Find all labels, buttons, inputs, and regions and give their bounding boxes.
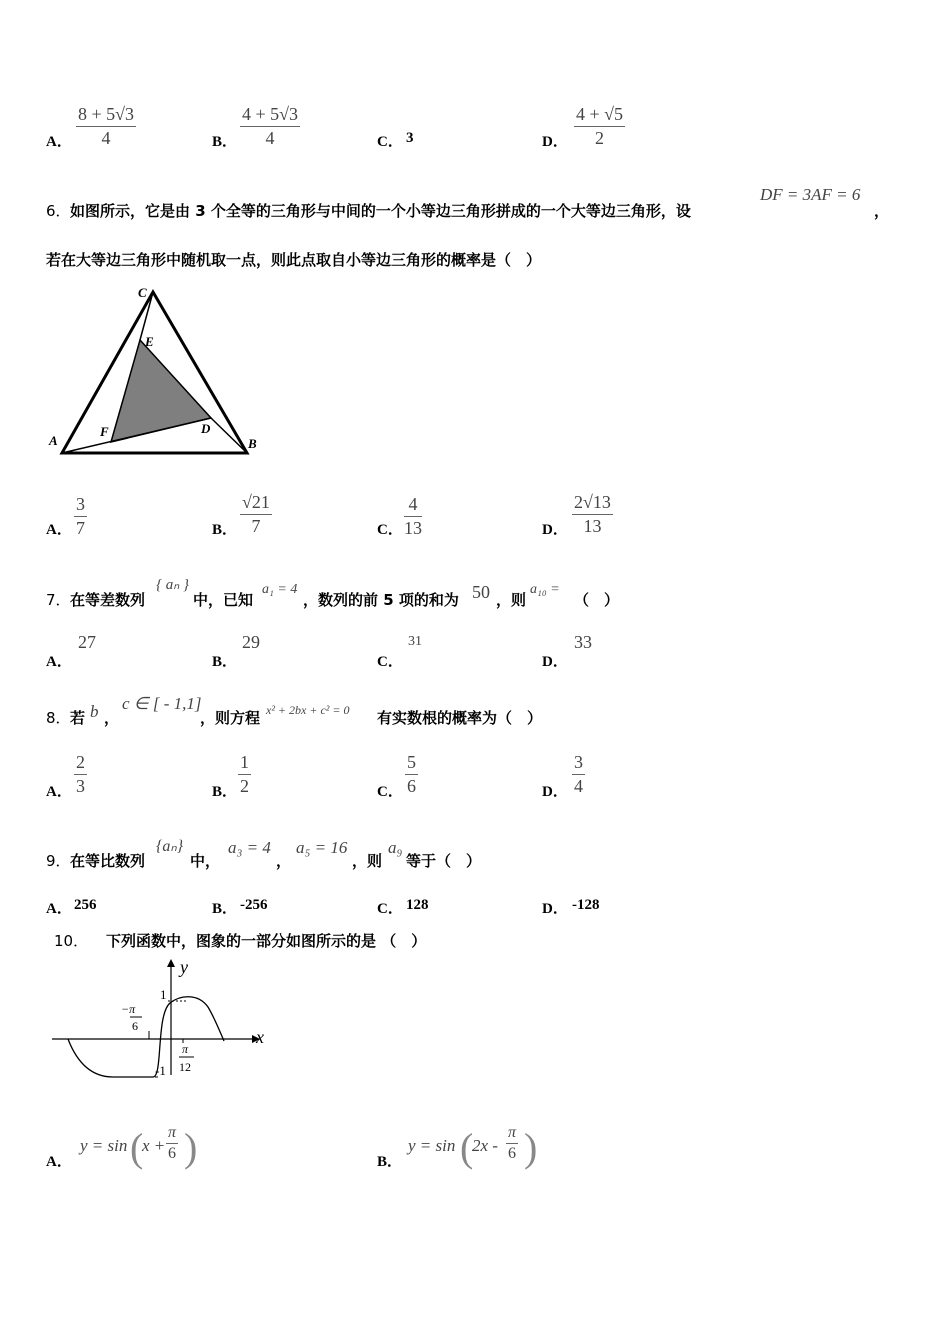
q9-option-c-label[interactable]: C． [377, 901, 403, 917]
q8-option-c-label[interactable]: C． [377, 784, 403, 800]
q9-condition-2: a₅ = 16 [296, 838, 348, 857]
q10-option-a-rparen: ) [184, 1125, 198, 1170]
q7-option-a-label[interactable]: A． [46, 654, 72, 670]
q5-option-c-label[interactable]: C． [377, 134, 403, 150]
q9-text-4: ，则 [352, 852, 383, 870]
q6-comma: ， [874, 202, 890, 220]
q7-option-b-value: 29 [242, 632, 260, 652]
q9-option-c-value: 128 [406, 897, 429, 913]
q10-option-a-den: 6 [168, 1145, 176, 1162]
q8-option-b-num: 1 [240, 752, 249, 772]
q7-text-1: 在等差数列 [70, 591, 146, 609]
q6-option-b-num: √21 [242, 492, 270, 512]
q8-option-b-fraction [238, 752, 251, 797]
q6-label-b: B [248, 436, 257, 451]
q8-option-a-label[interactable]: A． [46, 784, 72, 800]
q6-option-d-den: 13 [583, 516, 602, 536]
q6-option-c-num: 4 [408, 494, 418, 514]
q10-text: 下列函数中，图象的一部分如图所示的是 （ ） [106, 932, 427, 950]
q10-number: 10． [54, 932, 89, 950]
q10-pi-label: π [182, 1042, 189, 1056]
q7-option-c-value: 31 [408, 634, 422, 649]
q8-option-c-fraction [405, 752, 418, 797]
q7-number: 7． [46, 591, 71, 609]
q5-option-b-fraction [240, 104, 300, 149]
q8-option-d-fraction [572, 752, 585, 797]
q8-option-c-den: 6 [407, 776, 416, 796]
q9-option-d-label[interactable]: D． [542, 901, 568, 917]
q10-option-a-pre: y = sin [80, 1136, 128, 1155]
q6-label-f: F [100, 424, 109, 439]
q7-text-3: ，数列的前 5 项的和为 [303, 591, 459, 609]
q5-option-c-value: 3 [406, 130, 414, 146]
q9-option-a-label[interactable]: A． [46, 901, 72, 917]
q9-option-b-value: -256 [240, 897, 268, 913]
q6-label-e: E [145, 334, 154, 349]
q8-option-a-num: 2 [76, 752, 85, 772]
q7-option-d-value: 33 [574, 632, 592, 652]
q5-option-d-num: 4 + √5 [576, 104, 624, 124]
q10-option-a-fraction [166, 1124, 178, 1163]
q6-option-b-den: 7 [251, 516, 261, 536]
q10-option-b-pre: y = sin [408, 1136, 456, 1155]
q7-option-b-label[interactable]: B． [212, 654, 238, 670]
q7-option-d-label[interactable]: D． [542, 654, 568, 670]
q5-option-d-fraction [574, 104, 625, 149]
q6-option-c-fraction [404, 494, 422, 539]
q10-option-b-num: π [508, 1124, 517, 1141]
q5-option-b-den: 4 [265, 128, 275, 148]
q7-sum: 50 [472, 582, 490, 602]
q10-option-a-label[interactable]: A． [46, 1154, 72, 1170]
q7-text-2: 中，已知 [193, 591, 254, 609]
q6-option-b-fraction [240, 492, 272, 537]
q9-number: 9． [46, 852, 71, 870]
q8-text-1: 若 [70, 709, 86, 727]
q9-text-5: 等于（ ） [406, 852, 482, 870]
q10-neg-pi-label: −π [121, 1002, 136, 1016]
q10-twelve-label: 12 [179, 1060, 191, 1074]
q6-option-a-fraction [74, 494, 87, 539]
q6-option-c-den: 13 [404, 518, 422, 538]
q8-option-c-num: 5 [407, 752, 416, 772]
q9-option-a-value: 256 [74, 897, 97, 913]
q6-label-c: C [138, 285, 147, 300]
q7-condition: a₁ = 4 [262, 582, 298, 597]
q6-text-line1: 如图所示，它是由 3 个全等的三角形与中间的一个小等边三角形拼成的一个大等边三角形，设 [70, 202, 691, 220]
q10-option-b-label[interactable]: B． [377, 1154, 403, 1170]
q8-option-a-den: 3 [76, 776, 85, 796]
q9-text-2: 中， [190, 852, 221, 870]
q8-range: c ∈ [ - 1,1] [122, 694, 202, 713]
q8-option-d-label[interactable]: D． [542, 784, 568, 800]
q5-option-a-den: 4 [101, 128, 111, 148]
q10-option-a-lparen: ( [130, 1125, 144, 1170]
q7-text-5: （ ） [574, 591, 620, 609]
q8-option-b-label[interactable]: B． [212, 784, 238, 800]
q6-number: 6． [46, 202, 71, 220]
q9-condition-1: a₃ = 4 [228, 838, 271, 857]
q10-option-b-lparen: ( [460, 1125, 474, 1170]
q6-option-d-fraction [572, 492, 613, 537]
q8-number: 8． [46, 709, 71, 727]
q6-label-a: A [49, 433, 58, 448]
q8-option-a-fraction [74, 752, 87, 797]
q10-sine-graph [48, 955, 278, 1085]
q6-triangle-figure [44, 280, 274, 470]
q9-text-1: 在等比数列 [70, 852, 146, 870]
q10-one-label: 1 [160, 987, 167, 1002]
q10-y-label: y [180, 957, 188, 977]
q9-option-b-label[interactable]: B． [212, 901, 238, 917]
q8-b: b [90, 702, 99, 721]
q10-six-label: 6 [132, 1019, 138, 1033]
q10-x-label: x [256, 1027, 264, 1047]
q9-sequence: {aₙ} [156, 838, 184, 855]
q9-text-3: ， [276, 852, 292, 870]
q5-option-d-den: 2 [595, 128, 605, 148]
q6-option-a-num: 3 [76, 494, 85, 514]
q7-option-c-label[interactable]: C． [377, 654, 403, 670]
q6-condition: DF = 3AF = 6 [760, 185, 861, 204]
q10-option-b-den: 6 [508, 1145, 516, 1162]
q10-option-a-inner: x + [142, 1136, 166, 1155]
q8-text-2: ， [104, 709, 120, 727]
q5-option-b-num: 4 + 5√3 [242, 104, 299, 124]
q10-option-b-inner: 2x - [472, 1136, 498, 1155]
q5-option-a-fraction [76, 104, 136, 149]
q10-neg-one-label: -1 [155, 1063, 166, 1078]
q8-option-b-den: 2 [240, 776, 249, 796]
q6-option-a-den: 7 [76, 518, 85, 538]
q10-option-b-fraction [506, 1124, 518, 1163]
q7-sequence: { aₙ } [156, 577, 189, 593]
q5-option-d-label[interactable]: D． [542, 134, 568, 150]
q10-option-b-rparen: ) [524, 1125, 538, 1170]
q8-option-d-den: 4 [574, 776, 583, 796]
q10-option-a-num: π [168, 1124, 177, 1141]
q7-text-4: ，则 [496, 591, 527, 609]
q5-option-b-label[interactable]: B． [212, 134, 238, 150]
q8-text-4: 有实数根的概率为（ ） [377, 709, 543, 727]
q8-text-3: ，则方程 [200, 709, 261, 727]
q9-target: a₉ [388, 838, 403, 857]
q5-option-a-label[interactable]: A． [46, 134, 72, 150]
q8-option-d-num: 3 [574, 752, 583, 772]
q6-option-d-label[interactable]: D． [542, 522, 568, 538]
q6-label-d: D [201, 421, 211, 436]
q6-option-d-num: 2√13 [574, 492, 611, 512]
q7-target: a₁₀ = [530, 582, 560, 597]
q6-option-b-label[interactable]: B． [212, 522, 238, 538]
q6-option-c-label[interactable]: C． [377, 522, 403, 538]
q7-option-a-value: 27 [78, 632, 96, 652]
q6-option-a-label[interactable]: A． [46, 522, 72, 538]
q9-option-d-value: -128 [572, 897, 600, 913]
q6-text-line2: 若在大等边三角形中随机取一点，则此点取自小等边三角形的概率是（ ） [46, 251, 542, 269]
q5-option-a-num: 8 + 5√3 [78, 104, 135, 124]
q8-equation: x² + 2bx + c² = 0 [266, 703, 350, 717]
